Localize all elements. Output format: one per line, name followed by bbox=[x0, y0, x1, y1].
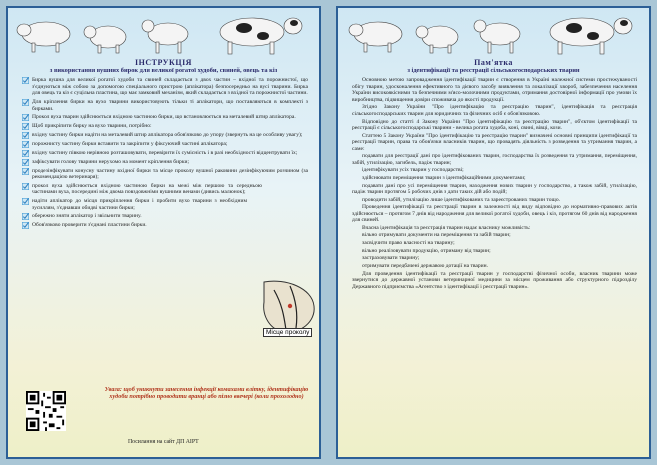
checkbox-icon bbox=[22, 168, 29, 175]
farm-animals-illustration bbox=[8, 10, 319, 58]
list-item: отримувати передбачені державою дотації на тварин. bbox=[362, 263, 488, 269]
instruction-item: Обов'язково проверити з'єднані пластини бирки. bbox=[22, 222, 247, 230]
checkbox-icon bbox=[22, 141, 29, 148]
farm-animals-illustration bbox=[338, 10, 649, 58]
memo-paragraph: Згідно Закону України "Про ідентифікацію та реєстрацію тварин", ідентифікація та реєстрація сільськогосподарських тварин для юридичних та фізичних осіб є обов'язковою. bbox=[352, 104, 637, 117]
checkbox-icon bbox=[22, 99, 29, 106]
memo-body bbox=[338, 77, 649, 290]
list-item: вільно реалізовувати продукцію, отриману від тварин; bbox=[362, 247, 491, 254]
memo-paragraph: Статтею 5 Закону України "Про ідентифікацію та реєстрацію тварин" визначені основні принципи ідентифікації та реєстрації тварин, права та обов'язки власників тварин, що провадять діяльність з розведення та утримання тварин, а саме: bbox=[352, 132, 637, 152]
instruction-item: Бирка вушна для великої рогатої худоби та свиней складається з двох частин – вхідної та порожнистої, що з'єднуються між собою за допомогою спеціального пристрою (аплікатора) безпосередньо на вусі тварини. Бирка для овець та кіз є суцільна пластина, що має замковий механізм, який складається з вхідної та порожнистої частини. bbox=[22, 77, 308, 98]
memo-panel bbox=[336, 6, 651, 459]
instruction-item: прокол вуха здійснюється вхідною частиною бирки на межі між першою та середньою частинами вуха, посередині між двома повздовжніми вушними венами (дивись малюнок); bbox=[22, 183, 262, 197]
checkbox-icon bbox=[22, 123, 29, 130]
checkbox-icon bbox=[22, 198, 29, 205]
instruction-item: вхідну частину бирки надіти на металевий штир аплікатора обов'язково до упору (звернуть на це особливу увагу); bbox=[22, 132, 308, 140]
qr-code-icon[interactable] bbox=[26, 391, 66, 431]
instruction-item: Прокол вуха тварин здійснюється вхідною частиною бирки, що встановлюється на металевий штир аплікатора. bbox=[22, 114, 308, 122]
instruction-title: ІНСТРУКЦІЯ bbox=[135, 58, 192, 67]
list-item: подавати для реєстрації дані про ідентифікованих тварин, господарства їх розведення та утримання, переміщення, забій, утилізацію, загибель, падіж тварин; bbox=[352, 153, 637, 166]
instruction-item: Щоб прикріпити бирку на вухо тварини, потрібно: bbox=[22, 123, 308, 131]
memo-paragraph: Вчасна ідентифікація та реєстрація тварин надає власнику можливість: bbox=[362, 224, 531, 231]
instruction-item: обережно зняти аплікатор і звільнити тварину. bbox=[22, 213, 247, 221]
instruction-body bbox=[8, 77, 319, 230]
list-item: застраховувати тварину; bbox=[362, 255, 420, 262]
list-item: ідентифікувати усіх тварин у господарстві; bbox=[362, 167, 464, 174]
instruction-item: продезінфікувати конусну частину вхідної бирки та місце проколу вушної раковини дезінфікуючим розчином (за рекомендацією ветеринаря); bbox=[22, 168, 308, 182]
checkbox-icon bbox=[22, 222, 29, 229]
memo-paragraph: Проведення ідентифікації та реєстрації тварин в залежності від виду відповідно до нормативно-правових актів здійснюється – протягом 7 днів від народження для великої рогатої худоби, овець і кіз, протягом 60 днів від народження для свиней. bbox=[352, 204, 637, 224]
checkbox-icon bbox=[22, 150, 29, 157]
checkbox-icon bbox=[22, 132, 29, 139]
puncture-site-label: Місце проколу bbox=[263, 328, 312, 337]
instruction-item: надіти аплікатор до місця прикріплення бирки і пробити вухо тварини з необхідним зусиллям, з'єднавши обидві частини бирки; bbox=[22, 198, 247, 212]
instruction-item: Для кріплення бирки на вухо тварини використовують тільки ті аплікатори, що поставляються в комплекті з бирками. bbox=[22, 99, 308, 113]
list-item: проводити забій, утилізацію лише ідентифікованих та зареєстрованих тварин тощо. bbox=[362, 196, 560, 203]
checkbox-icon bbox=[22, 77, 29, 84]
animals-header bbox=[338, 8, 649, 58]
animals-header bbox=[8, 8, 319, 58]
instruction-item: вхідну частину півкою нерівною розташовувати, перевірити їх сумісність і в разі необхідності відцентрувати їх; bbox=[22, 150, 308, 158]
memo-title: Пам'ятка bbox=[474, 58, 513, 67]
instruction-subtitle: з використання вушних бирок для великої рогатої худоби, свиней, овець та кіз bbox=[49, 67, 278, 74]
instruction-panel bbox=[6, 6, 321, 459]
checkbox-icon bbox=[22, 159, 29, 166]
memo-paragraph: Для проведення ідентифікації та реєстрації тварин у господарстві фізичної особи, власник тварини може звернутися до державної установи ветеринарної медицини за місцем проживання або структурного підрозділу Державного підприємства «Агентство з ідентифікації і реєстрації тварин». bbox=[352, 270, 637, 290]
benefits-list bbox=[352, 232, 637, 269]
list-item: здійснювати переміщення тварин з ідентифікаційними документами; bbox=[362, 174, 526, 181]
list-item: вільно отримувати документи на переміщення та забій тварин; bbox=[362, 232, 511, 239]
memo-paragraph: Основною метою запровадження ідентифікації тварин є створення в Україні належної системи простежуваності обігу тварин, удосконалення ефективного та дієвого засобу виявлення та локалізації хвороб, забезпечення населення України високоякісними та безпечними м'ясо-молочними продуктами, отримання достовірної інформації про умови їх виробництва, підвищення довіри споживача до якості продукції. bbox=[352, 77, 637, 103]
warning-note: Увага: щоб уникнути занесення інфекції комахами влітку, ідентифікацію худоби потрібно проводити вранці або пізно ввечері (коли прохолодно) bbox=[104, 386, 309, 401]
memo-subtitle: з ідентифікації та реєстрації сільськогосподарських тварин bbox=[407, 67, 580, 74]
instruction-item: зафіксувати голову тварини нерухомо на момент кріплення бирки; bbox=[22, 159, 308, 167]
checkbox-icon bbox=[22, 183, 29, 190]
list-item: подавати дані про усі переміщення тварин, находження нових тварин у господарство, а також забій, утилізацію, падіж тварин протягом 5 робочих днів з дати таких дій або подій; bbox=[352, 182, 637, 195]
memo-paragraph: Відповідно до статті 4 Закону України "Про ідентифікацію та реєстрацію тварин", об'єктом ідентифікації та реєстрації є сільськогосподарські тварини - велика рогата худоба, коні, свині, вівці, кози. bbox=[352, 118, 637, 131]
checkbox-icon bbox=[22, 213, 29, 220]
list-item: засвідчити право власності на тварину; bbox=[362, 240, 455, 247]
checkbox-icon bbox=[22, 114, 29, 121]
site-link-text: Посилання на сайт ДП АІРТ bbox=[128, 439, 199, 445]
instruction-item: порожнисту частину бирки вставити та закріпити у фіксуючий частині аплікатора; bbox=[22, 141, 308, 149]
obligations-list bbox=[352, 153, 637, 203]
